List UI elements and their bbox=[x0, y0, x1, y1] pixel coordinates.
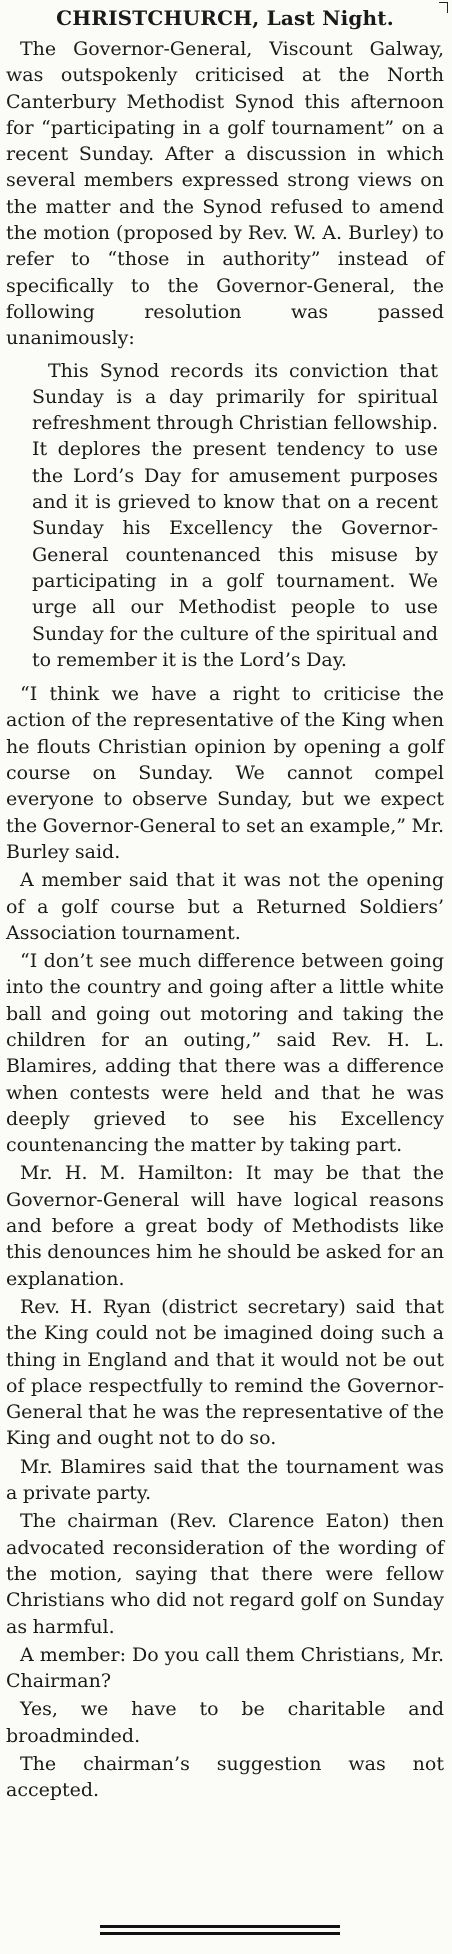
article-headline: CHRISTCHURCH, Last Night. bbox=[56, 6, 394, 30]
article-paragraph: Mr. Blamires said that the tournament was a private party. bbox=[6, 1455, 444, 1505]
synod-resolution: This Synod records its conviction that Sunday is a day primarily for spiritual refreshment through Christian fellowship. It deplores the present tendency to use the Lord’s Day for amusement purposes and it is grieved to know that on a recent Sunday his Excellency the Governor-General countenanced this misuse by participating in a golf tournament. We urge all our Methodist people to use Sunday for the culture of the spiritual and to remember it is the Lord’s Day. bbox=[32, 359, 438, 671]
article-paragraph: The chairman (Rev. Clarence Eaton) then advocated reconsideration of the wording of the motion, saying that there were fellow Christians who did not regard golf on Sunday as harmful. bbox=[6, 1510, 444, 1638]
article-paragraph: A member: Do you call them Christians, Mr. Chairman? bbox=[6, 1643, 444, 1693]
article-paragraph: The chairman’s suggestion was not accepted. bbox=[6, 1753, 444, 1802]
article-paragraph: Mr. H. M. Hamilton: It may be that the Governor-General will have logical reasons and before a great body of Methodists like this denounces him he should be asked for an explanation. bbox=[6, 1162, 444, 1290]
end-rule-line bbox=[100, 1925, 340, 1928]
article-intro: The Governor-General, Viscount Galway, was outspokenly criticised at the North Canterbury Methodist Synod this afternoon for “participating in a golf tournament” on a recent Sunday. After a discussion in which several members expressed strong views on the matter and the Synod refused to amend the motion (proposed by Rev. W. A. Burley) to refer to “those in authority” instead of specifically to the Governor-General, the following resolution was passed unanimously: bbox=[6, 38, 444, 350]
article-paragraph: “I don’t see much difference between going into the country and going after a little white ball and going out motoring and taking the children for an outing,” said Rev. H. L. Blamires, adding that there was a difference when contests were held and that he was deeply grieved to see his Excellency countenancing the matter by taking part. bbox=[6, 950, 444, 1157]
article-column bbox=[6, 4, 444, 1806]
end-rule-line bbox=[100, 1932, 340, 1935]
article-paragraph: Rev. H. Ryan (district secretary) said that the King could not be imagined doing such a thing in England and that it would not be out of place respectfully to remind the Governor-General that he was the representative of the King and ought not to do so. bbox=[6, 1295, 444, 1450]
article-paragraph: “I think we have a right to criticise the action of the representative of the King when he flouts Christian opinion by opening a golf course on Sunday. We cannot compel everyone to observe Sunday, but we expect the Governor-General to set an example,” Mr. Burley said. bbox=[6, 683, 444, 863]
article-paragraph: A member said that it was not the opening of a golf course but a Returned Soldiers’ Association tournament. bbox=[6, 869, 444, 944]
end-rule bbox=[100, 1925, 340, 1937]
article-paragraph: Yes, we have to be charitable and broadminded. bbox=[6, 1698, 444, 1747]
